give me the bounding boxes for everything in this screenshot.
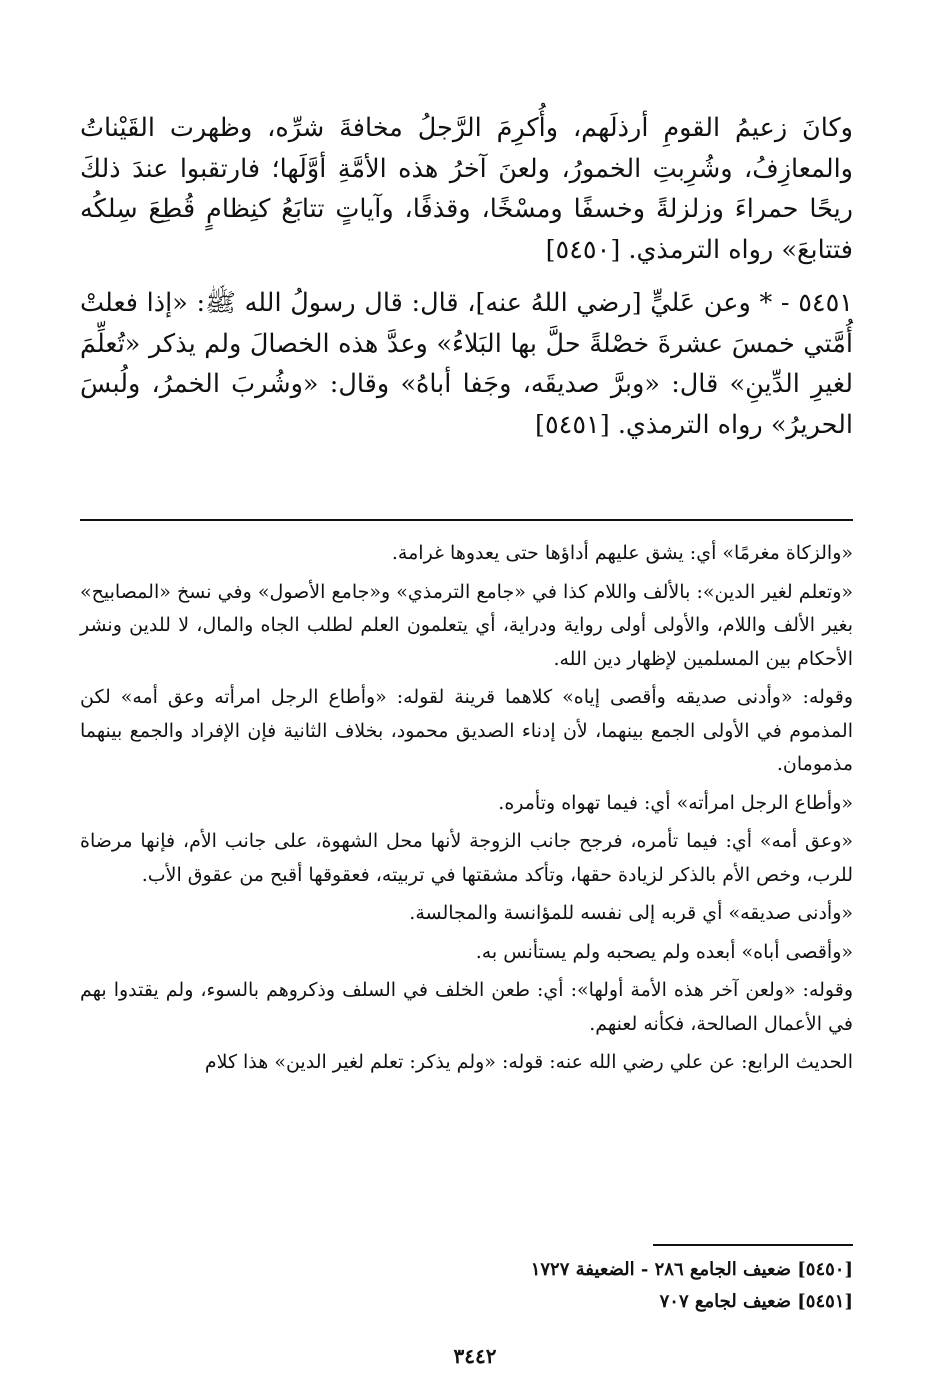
commentary-paragraph: الحديث الرابع: عن علي رضي الله عنه: قوله: «ولم يذكر: تعلم لغير الدين» هذا كلام bbox=[204, 1051, 853, 1073]
main-divider bbox=[80, 519, 853, 521]
footnote-5450: [٥٤٥٠] ضعيف الجامع ٢٨٦ - الضعيفة ١٧٢٧ bbox=[530, 1259, 853, 1280]
commentary-paragraph: «وتعلم لغير الدين»: بالألف واللام كذا في «جامع الترمذي» و«جامع الأصول» وفي نسخ «المصابيح» بغير الألف واللام، والأولى أولى رواية ودراية، أي يتعلمون العلم لطلب الجاه والمال، لا للدين ونشر الأحكام بين المسلمين لإظهار دين الله. bbox=[80, 580, 853, 670]
commentary-section bbox=[80, 537, 853, 1085]
footnote-divider bbox=[653, 1244, 853, 1246]
footnote-5451: [٥٤٥١] ضعيف لجامع ٧٠٧ bbox=[659, 1291, 853, 1312]
commentary-paragraph: وقوله: «ولعن آخر هذه الأمة أولها»: أي: طعن الخلف في السلف وذكروهم بالسوء، ولم يقتدوا بهم في الأعمال الصالحة، فكأنه لعنهم. bbox=[80, 979, 853, 1035]
footnotes bbox=[80, 1254, 853, 1318]
commentary-paragraph: «وأدنى صديقه» أي قربه إلى نفسه للمؤانسة والمجالسة. bbox=[409, 902, 853, 924]
page-number: ٣٤٤٢ bbox=[453, 1344, 497, 1368]
commentary-paragraph: «والزكاة مغرمًا» أي: يشق عليهم أداؤها حتى يعدوها غرامة. bbox=[391, 542, 853, 564]
commentary-paragraph: «وأطاع الرجل امرأته» أي: فيما تهواه وتأمره. bbox=[498, 791, 853, 814]
main-hadith-text bbox=[80, 108, 853, 445]
commentary-paragraph: «وأقصى أباه» أبعده ولم يصحبه ولم يستأنس به. bbox=[475, 940, 853, 963]
commentary-paragraph: وقوله: «وأدنى صديقه وأقصى إياه» كلاهما قرينة لقوله: «وأطاع الرجل امرأته وعق أمه» لكن المذموم في الأولى الجمع بينهما، لأن إدناء الصديق محمود، بخلاف الثانية فإن الإفراد والجمع بينهما مذمومان. bbox=[80, 686, 853, 775]
hadith-paragraph-5450: وكانَ زعيمُ القومِ أرذلَهم، وأُكرِمَ الرَّجلُ مخافةَ شرِّه، وظهرت القَيْناتُ والمعازِفُ، وشُرِبتِ الخمورُ، ولعنَ آخرُ هذه الأمَّةِ أوَّلَها؛ فارتقبوا عندَ ذلكَ ريحًا حمراءَ وزلزلةً وخسفًا ومسْخًا، وقذفًا، وآياتٍ تتابَعُ كنِظامٍ قُطِعَ سِلكُه فتتابعَ» رواه الترمذي. [٥٤٥٠] bbox=[80, 113, 853, 265]
hadith-paragraph-5451: ٥٤٥١ - * وعن عَليٍّ [رضي اللهُ عنه]، قال: قال رسولُ الله ﷺ: «إذا فعلتْ أُمَّتي خمسَ عشرةَ خصْلةً حلَّ بها البَلاءُ» وعدَّ هذه الخصالَ ولم يذكر «تُعلِّمَ لغيرِ الدِّينِ» قال: «وبرَّ صديقَه، وجَفا أباهُ» وقال: «وشُربَ الخمرُ، ولُبسَ الحريرُ» رواه الترمذي. [٥٤٥١] bbox=[80, 288, 853, 440]
commentary-paragraph: «وعق أمه» أي: فيما تأمره، فرجح جانب الزوجة لأنها محل الشهوة، على جانب الأم، فإنها مرضاة للرب، وخص الأم بالذكر لزيادة حقها، وتأكد مشقتها في تربيته، فعقوقها أقبح من عقوق الأب. bbox=[80, 830, 853, 886]
